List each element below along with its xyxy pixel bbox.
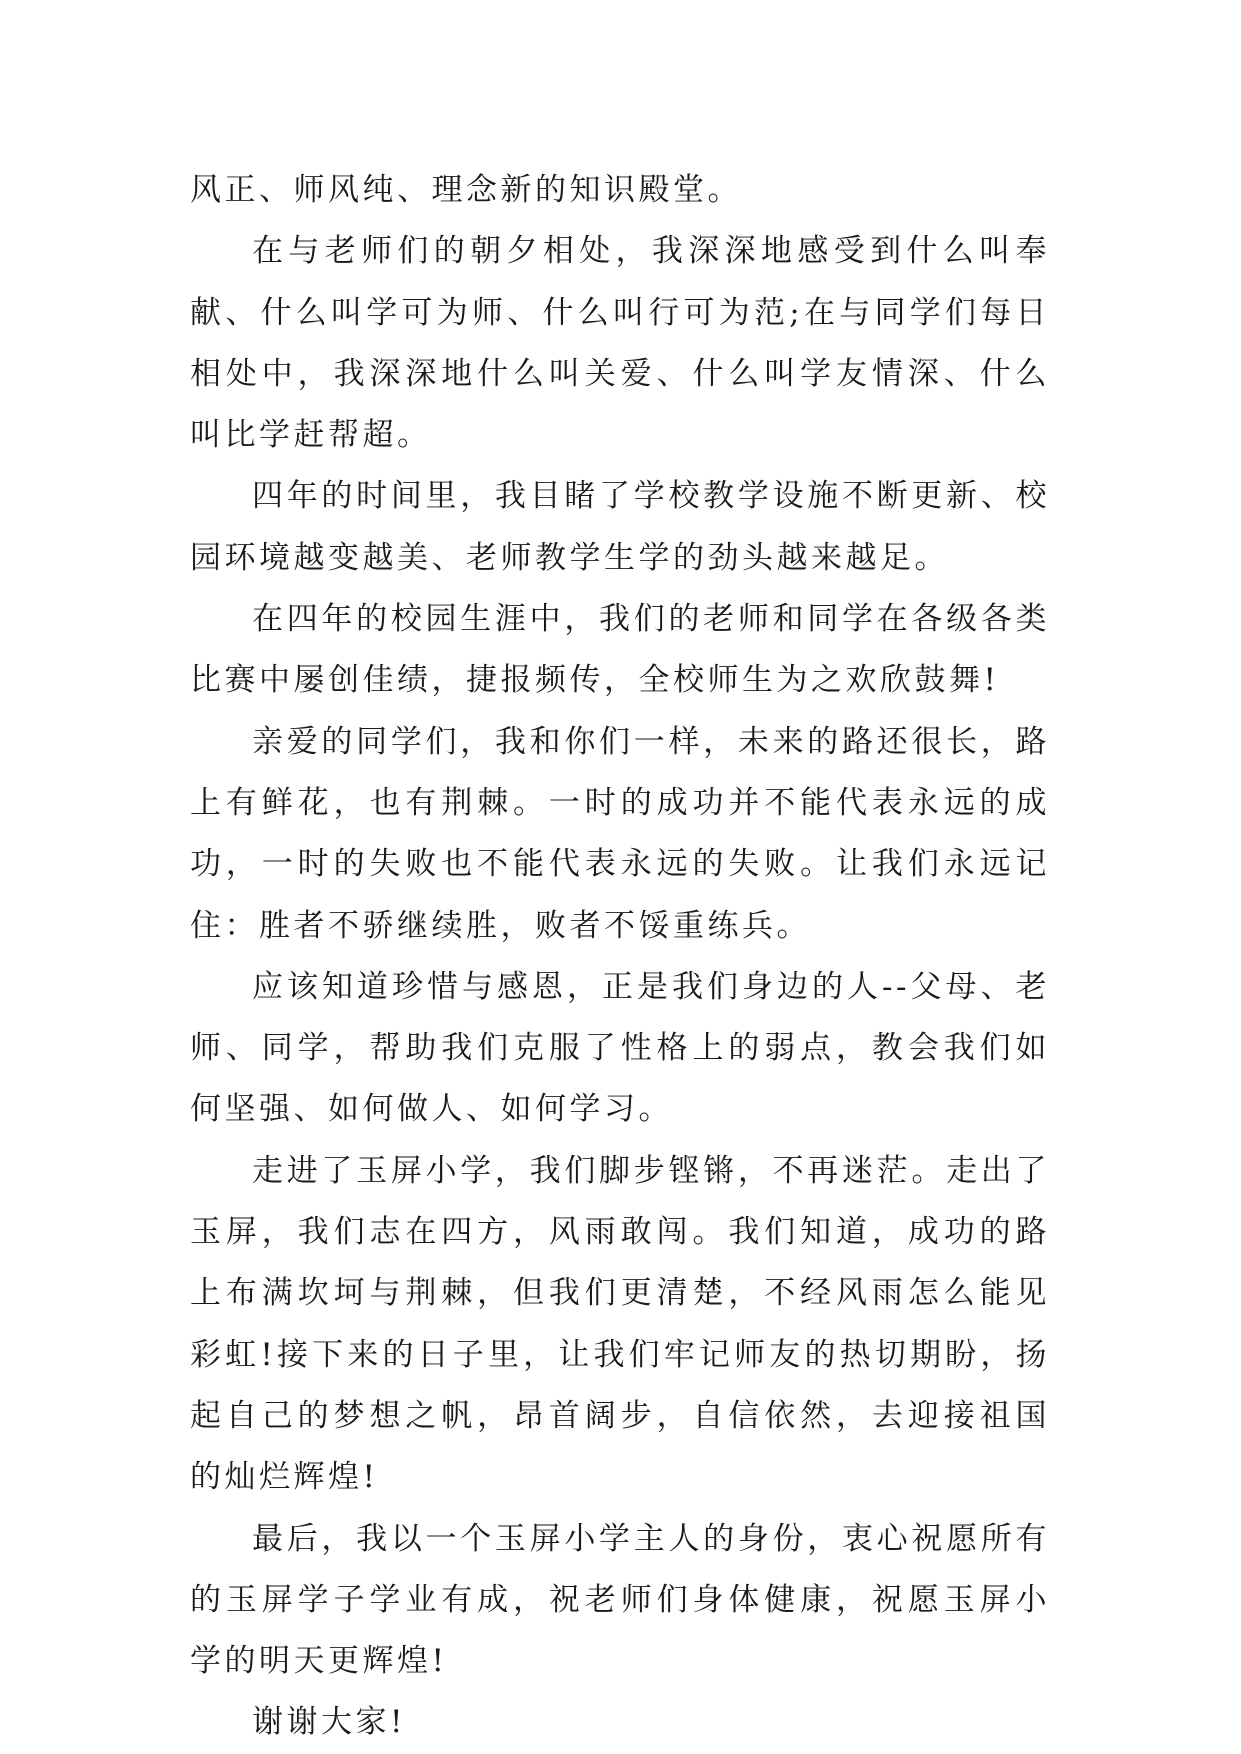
paragraph-continuation: 风正、师风纯、理念新的知识殿堂。 [190, 172, 742, 208]
paragraph: 应该知道珍惜与感恩，正是我们身边的人--父母、老师、同学，帮助我们克服了性格上的弱点，教会我们如何坚强、如何做人、如何学习。 [190, 968, 1050, 1128]
paragraph: 在与老师们的朝夕相处，我深深地感受到什么叫奉献、什么叫学可为师、什么叫行可为范;在与同学们每日相处中，我深深地什么叫关爱、什么叫学友情深、什么叫比学赶帮超。 [190, 233, 1050, 454]
paragraph: 走进了玉屏小学，我们脚步铿锵，不再迷茫。走出了玉屏，我们志在四方，风雨敢闯。我们知道，成功的路上布满坎坷与荆棘，但我们更清楚，不经风雨怎么能见彩虹!接下来的日子里，让我们牢记师友的热切期盼，扬起自己的梦想之帆，昂首阔步，自信依然，去迎接祖国的灿烂辉煌! [190, 1152, 1050, 1496]
paragraph: 最后，我以一个玉屏小学主人的身份，衷心祝愿所有的玉屏学子学业有成，祝老师们身体健康，祝愿玉屏小学的明天更辉煌! [190, 1520, 1050, 1680]
document-body [190, 160, 1050, 1754]
paragraph: 亲爱的同学们，我和你们一样，未来的路还很长，路上有鲜花，也有荆棘。一时的成功并不能代表永远的成功，一时的失败也不能代表永远的失败。让我们永远记住：胜者不骄继续胜，败者不馁重练兵。 [190, 723, 1050, 944]
paragraph: 在四年的校园生涯中，我们的老师和同学在各级各类比赛中屡创佳绩，捷报频传，全校师生为之欢欣鼓舞! [190, 601, 1050, 699]
paragraph: 四年的时间里，我目睹了学校教学设施不断更新、校园环境越变越美、老师教学生学的劲头越来越足。 [190, 478, 1050, 576]
closing-line: 谢谢大家! [252, 1704, 406, 1741]
